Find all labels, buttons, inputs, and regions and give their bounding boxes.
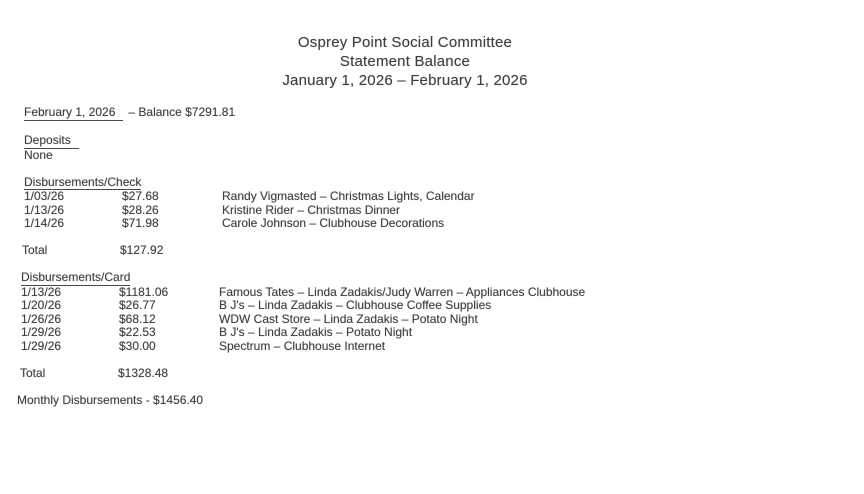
check-total-amount: $127.92 bbox=[120, 243, 164, 257]
card-row bbox=[21, 299, 864, 313]
card-row bbox=[21, 313, 864, 327]
document-title bbox=[0, 33, 810, 90]
disbursement-amount: $22.53 bbox=[119, 325, 156, 339]
disbursement-amount: $68.12 bbox=[119, 311, 156, 326]
deposits-heading-line bbox=[24, 134, 864, 149]
check-total-label: Total bbox=[22, 243, 48, 257]
disbursement-description: Spectrum – Clubhouse Internet bbox=[219, 338, 386, 353]
balance-line bbox=[24, 106, 864, 121]
disbursements-card-section bbox=[21, 271, 864, 353]
disbursement-description: Randy Vigmasted – Christmas Lights, Calendar bbox=[222, 189, 475, 203]
card-heading-line bbox=[21, 271, 864, 286]
balance-date: February 1, 2026 bbox=[24, 106, 123, 121]
title-line-daterange: January 1, 2026 – February 1, 2026 bbox=[282, 72, 528, 89]
balance-amount-text: – Balance $7291.81 bbox=[128, 105, 236, 119]
disbursement-amount: $26.77 bbox=[119, 298, 156, 312]
check-heading: Disbursements/Check bbox=[24, 174, 142, 189]
disbursement-amount: $28.26 bbox=[122, 202, 159, 217]
check-total-line bbox=[22, 244, 864, 258]
disbursement-date: 1/29/26 bbox=[21, 325, 62, 339]
disbursement-description: Carole Johnson – Clubhouse Decorations bbox=[222, 216, 445, 230]
check-row bbox=[24, 204, 864, 218]
title-line-committee: Osprey Point Social Committee bbox=[297, 34, 513, 51]
card-row bbox=[21, 340, 864, 354]
disbursement-description: WDW Cast Store – Linda Zadakis – Potato Night bbox=[219, 311, 478, 326]
disbursement-date: 1/20/26 bbox=[21, 298, 62, 312]
disbursement-amount: $30.00 bbox=[119, 338, 156, 353]
deposits-heading: Deposits bbox=[24, 134, 79, 149]
check-heading-line bbox=[24, 176, 864, 191]
disbursement-amount: $1181.06 bbox=[119, 284, 169, 299]
card-total-line bbox=[20, 367, 864, 381]
disbursement-date: 1/29/26 bbox=[21, 338, 62, 353]
disbursement-amount: $27.68 bbox=[122, 189, 159, 203]
disbursement-description: Famous Tates – Linda Zadakis/Judy Warren – Appliances Clubhouse bbox=[219, 284, 586, 299]
disbursement-date: 1/13/26 bbox=[24, 202, 65, 217]
disbursement-description: B J's – Linda Zadakis – Potato Night bbox=[219, 325, 413, 339]
card-row bbox=[21, 326, 864, 340]
deposits-section bbox=[24, 134, 864, 162]
disbursement-date: 1/03/26 bbox=[24, 189, 65, 203]
disbursement-description: Kristine Rider – Christmas Dinner bbox=[222, 202, 401, 217]
check-row bbox=[24, 217, 864, 231]
disbursement-amount: $71.98 bbox=[122, 216, 159, 230]
disbursements-check-section bbox=[24, 176, 864, 231]
title-line-statement: Statement Balance bbox=[339, 53, 471, 70]
monthly-disbursements-line: Monthly Disbursements - $1456.40 bbox=[17, 392, 204, 407]
deposits-value: None bbox=[24, 147, 53, 162]
check-row bbox=[24, 190, 864, 204]
card-total-amount: $1328.48 bbox=[118, 365, 169, 380]
card-total-label: Total bbox=[20, 365, 46, 380]
card-heading: Disbursements/Card bbox=[21, 270, 131, 284]
document-body bbox=[0, 106, 864, 407]
disbursement-date: 1/26/26 bbox=[21, 311, 62, 326]
disbursement-date: 1/14/26 bbox=[24, 216, 65, 230]
disbursement-date: 1/13/26 bbox=[21, 284, 62, 299]
card-row bbox=[21, 286, 864, 300]
disbursement-description: B J's – Linda Zadakis – Clubhouse Coffee Supplies bbox=[219, 298, 492, 312]
